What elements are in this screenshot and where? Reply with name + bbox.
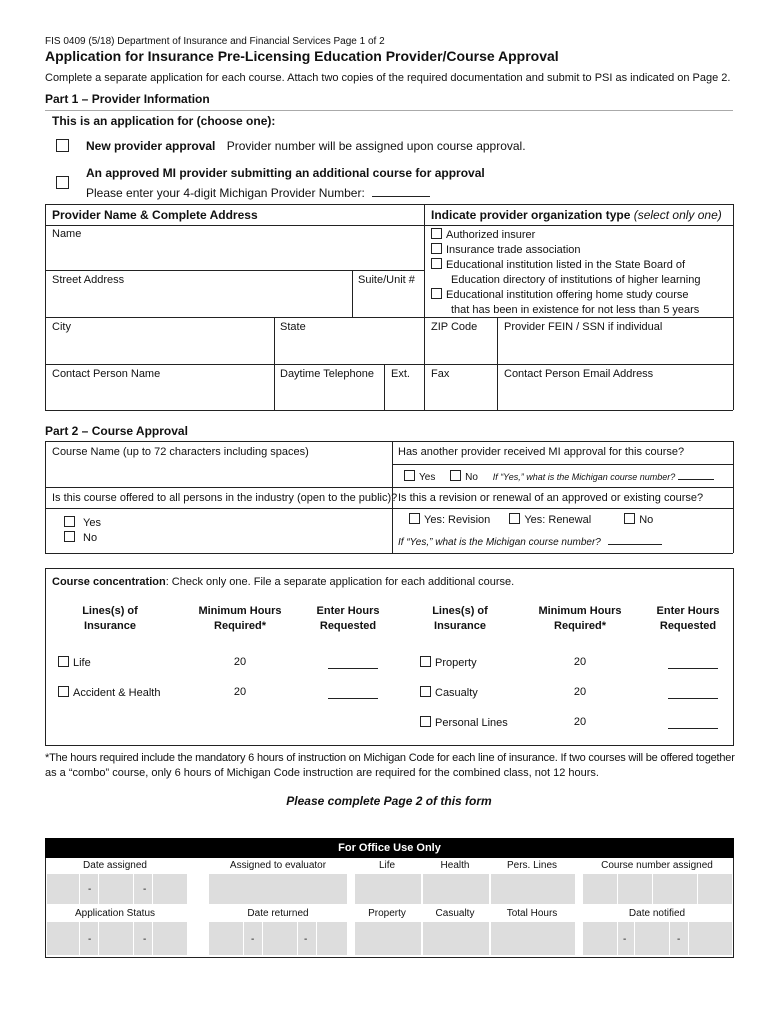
- office-casualty-input[interactable]: [422, 922, 489, 955]
- min-hours: 20: [233, 656, 247, 668]
- org-type-option[interactable]: Educational institution listed in the State Board of: [431, 258, 700, 273]
- provider-number-row: [86, 186, 430, 200]
- checkbox[interactable]: [431, 228, 442, 239]
- office-casualty-label: Casualty: [435, 908, 475, 919]
- hours-requested-input[interactable]: [668, 728, 718, 729]
- org-type-option[interactable]: Authorized insurer: [431, 228, 700, 243]
- revision-question: Is this a revision or renewal of an approved or existing course?: [398, 492, 704, 504]
- min-hours: 20: [573, 716, 587, 728]
- office-evaluator-input[interactable]: [208, 874, 347, 904]
- street-field-label: Street Address: [52, 274, 125, 286]
- zip-input[interactable]: [425, 335, 496, 363]
- no-checkbox[interactable]: [64, 531, 75, 542]
- part1-heading: Part 1 – Provider Information: [45, 92, 210, 106]
- org-type-continuation: that has been in existence for not less than 5 years: [451, 304, 700, 316]
- course-number-prompt: If “Yes,” what is the Michigan course number?: [398, 537, 601, 548]
- choose-one-label: This is an application for (choose one):: [52, 114, 276, 128]
- concentration-heading: [52, 576, 514, 588]
- col-header-enter-right: Enter Hours Requested: [656, 605, 720, 632]
- state-field-label: State: [280, 321, 306, 333]
- course-name-input[interactable]: [46, 462, 391, 486]
- hours-requested-input[interactable]: [328, 668, 378, 669]
- office-property-label: Property: [368, 908, 406, 919]
- city-field-label: City: [52, 321, 71, 333]
- ext-input[interactable]: [385, 382, 423, 409]
- office-course-number-label: Course number assigned: [601, 860, 713, 871]
- course-concentration-box: [45, 568, 734, 746]
- org-type-option[interactable]: Educational institution offering home study course: [431, 288, 700, 303]
- new-provider-checkbox[interactable]: [56, 139, 69, 152]
- street-input[interactable]: [46, 288, 351, 316]
- yes-renewal-checkbox[interactable]: [509, 513, 520, 524]
- provider-number-prompt: Please enter your 4-digit Michigan Provider Number:: [86, 186, 365, 200]
- name-field-label: Name: [52, 228, 82, 240]
- course-number-input[interactable]: [678, 479, 714, 480]
- footnote-line-1: *The hours required include the mandatory 6 hours of instruction on Michigan Code for each line of insurance. If two courses will be offered together: [45, 752, 735, 764]
- checkbox[interactable]: [420, 716, 431, 727]
- line-option-property[interactable]: Property: [420, 656, 477, 669]
- org-type-option[interactable]: Insurance trade association: [431, 243, 700, 258]
- ext-field-label: Ext.: [391, 368, 410, 380]
- office-status-input[interactable]: [46, 922, 79, 955]
- col-header-lines-right: Lines(s) of Insurance: [432, 605, 488, 632]
- state-input[interactable]: [275, 335, 423, 363]
- contact-input[interactable]: [46, 382, 273, 409]
- new-provider-option: [86, 139, 526, 153]
- line-option-casualty[interactable]: Casualty: [420, 686, 478, 699]
- new-provider-label: New provider approval: [86, 139, 216, 153]
- instructions: Complete a separate application for each course. Attach two copies of the required documentation and submit to PSI as indicated on Page 2.: [45, 72, 731, 84]
- checkbox[interactable]: [420, 656, 431, 667]
- office-date-input[interactable]: [46, 874, 79, 904]
- other-provider-answers: Yes No If “Yes,” what is the Michigan course number?: [404, 470, 714, 483]
- office-total-hours-label: Total Hours: [506, 908, 558, 919]
- office-date-notified-input[interactable]: [582, 922, 617, 955]
- footnote-line-2: as a “combo” course, only 6 hours of Michigan Code instruction are required for the combined class, not 12 hours.: [45, 767, 599, 779]
- page-title: Application for Insurance Pre-Licensing Education Provider/Course Approval: [45, 48, 559, 64]
- min-hours: 20: [573, 656, 587, 668]
- fax-input[interactable]: [425, 382, 496, 409]
- office-evaluator-label: Assigned to evaluator: [229, 860, 327, 871]
- checkbox[interactable]: [58, 656, 69, 667]
- office-total-hours-input[interactable]: [490, 922, 575, 955]
- suite-input[interactable]: [353, 288, 423, 316]
- org-type-list: [431, 228, 700, 318]
- org-type-header-row: [431, 208, 722, 222]
- office-use-title: For Office Use Only: [45, 838, 734, 858]
- zip-field-label: ZIP Code: [431, 321, 478, 333]
- contact-field-label: Contact Person Name: [52, 368, 161, 380]
- approved-provider-label: An approved MI provider submitting an additional course for approval: [86, 166, 485, 180]
- fein-input[interactable]: [498, 335, 732, 363]
- page2-note: Please complete Page 2 of this form: [286, 794, 492, 808]
- office-app-status-label: Application Status: [74, 908, 156, 919]
- name-input[interactable]: [46, 242, 423, 269]
- open-public-question: Is this course offered to all persons in the industry (open to the public)?: [52, 492, 398, 504]
- office-health-label: Health: [440, 860, 470, 871]
- course-number-input[interactable]: [608, 544, 662, 545]
- checkbox[interactable]: [58, 686, 69, 697]
- yes-checkbox[interactable]: [404, 470, 415, 481]
- concentration-label: Course concentration: [52, 576, 166, 588]
- new-provider-note: Provider number will be assigned upon course approval.: [226, 139, 526, 153]
- name-address-header: Provider Name & Complete Address: [52, 208, 258, 222]
- min-hours: 20: [573, 686, 587, 698]
- concentration-instruction: : Check only one. File a separate application for each additional course.: [165, 576, 515, 588]
- part2-heading: Part 2 – Course Approval: [45, 424, 188, 438]
- office-date-returned-label: Date returned: [247, 908, 309, 919]
- org-type-header: Indicate provider organization type: [431, 208, 631, 222]
- checkbox[interactable]: [431, 288, 442, 299]
- line-option-personal-lines[interactable]: Personal Lines: [420, 716, 508, 729]
- office-date-returned-input[interactable]: [208, 922, 243, 955]
- course-number-prompt: If “Yes,” what is the Michigan course number?: [492, 472, 676, 482]
- city-input[interactable]: [46, 335, 273, 363]
- office-life-label: Life: [378, 860, 396, 871]
- fein-field-label: Provider FEIN / SSN if individual: [504, 321, 663, 333]
- other-provider-question: Has another provider received MI approval for this course?: [398, 446, 685, 458]
- revision-answers: Yes: Revision Yes: Renewal No: [409, 513, 653, 526]
- col-header-min-left: Minimum Hours Required*: [198, 605, 282, 632]
- org-type-continuation: Education directory of institutions of higher learning: [451, 274, 701, 286]
- checkbox[interactable]: [431, 243, 442, 254]
- yes-revision-checkbox[interactable]: [409, 513, 420, 524]
- no-checkbox[interactable]: [624, 513, 635, 524]
- line-option-accident-health[interactable]: Accident & Health: [58, 686, 160, 699]
- revision-number-row: [398, 537, 662, 548]
- approved-provider-checkbox[interactable]: [56, 176, 69, 189]
- no-checkbox[interactable]: [450, 470, 461, 481]
- email-input[interactable]: [498, 382, 732, 409]
- office-pers-lines-input[interactable]: [490, 874, 575, 904]
- col-header-min-right: Minimum Hours Required*: [538, 605, 622, 632]
- hours-requested-input[interactable]: [668, 668, 718, 669]
- phone-field-label: Daytime Telephone: [280, 368, 374, 380]
- suite-field-label: Suite/Unit #: [358, 274, 415, 286]
- office-life-input[interactable]: [354, 874, 421, 904]
- line-option-life[interactable]: Life: [58, 656, 91, 669]
- open-public-answers: Yes No: [64, 516, 101, 546]
- phone-input[interactable]: [275, 382, 383, 409]
- office-health-input[interactable]: [422, 874, 489, 904]
- hours-requested-input[interactable]: [668, 698, 718, 699]
- checkbox[interactable]: [431, 258, 442, 269]
- hours-requested-input[interactable]: [328, 698, 378, 699]
- min-hours: 20: [233, 686, 247, 698]
- fax-field-label: Fax: [431, 368, 450, 380]
- org-type-hint: (select only one): [633, 208, 722, 222]
- form-id: FIS 0409 (5/18) Department of Insurance and Financial Services Page 1 of 2: [45, 36, 385, 47]
- provider-number-input[interactable]: [372, 196, 430, 197]
- col-header-enter-left: Enter Hours Requested: [316, 605, 380, 632]
- office-course-number-input[interactable]: [582, 874, 617, 904]
- col-header-lines-left: Lines(s) of Insurance: [82, 605, 138, 632]
- email-field-label: Contact Person Email Address: [504, 368, 654, 380]
- office-property-input[interactable]: [354, 922, 421, 955]
- yes-checkbox[interactable]: [64, 516, 75, 527]
- office-pers-lines-label: Pers. Lines: [506, 860, 558, 871]
- course-name-label: Course Name (up to 72 characters including spaces): [52, 446, 309, 458]
- office-date-notified-label: Date notified: [628, 908, 686, 919]
- checkbox[interactable]: [420, 686, 431, 697]
- office-date-assigned-label: Date assigned: [83, 860, 147, 871]
